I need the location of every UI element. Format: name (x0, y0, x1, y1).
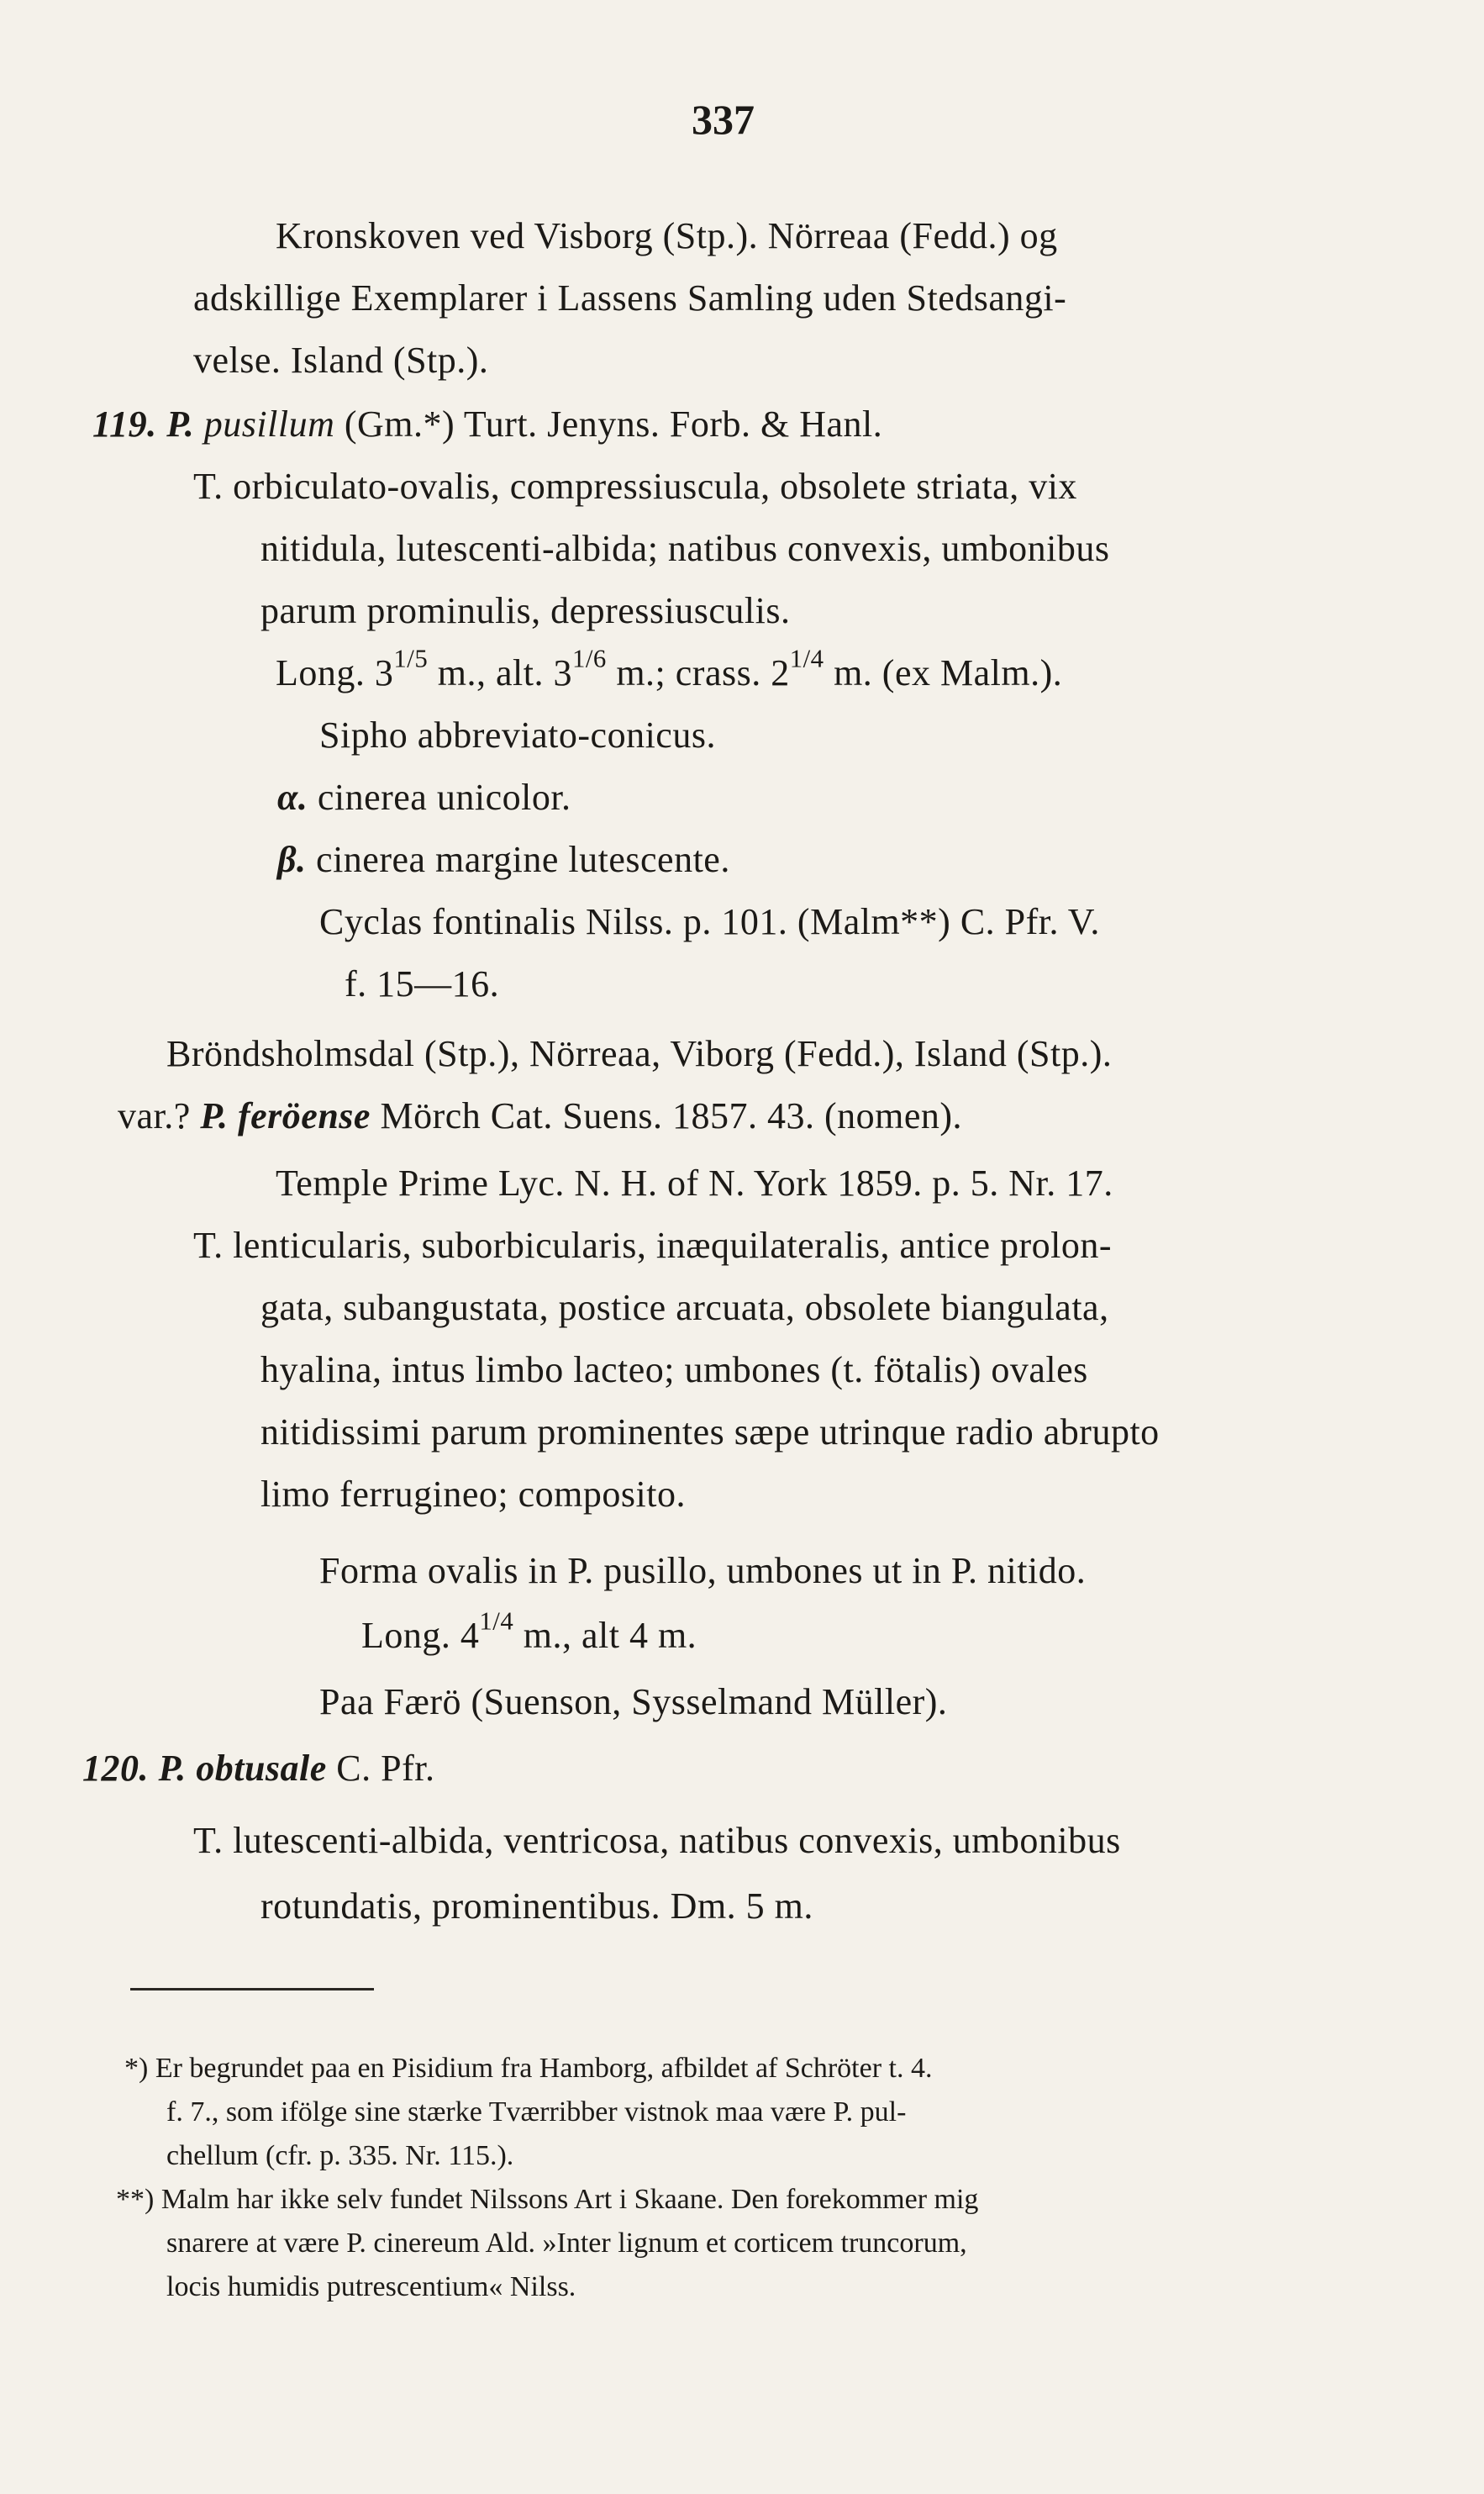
fraction: 1/4 (479, 1606, 514, 1636)
variety-marker: var.? (118, 1095, 191, 1136)
text-line: rotundatis, prominentibus. Dm. 5 m. (260, 1885, 813, 1927)
text-line: Temple Prime Lyc. N. H. of N. York 1859. p. 5. Nr. 17. (276, 1163, 1113, 1204)
fraction: 1/6 (571, 644, 607, 673)
text-line: hyalina, intus limbo lacteo; umbones (t. fötalis) ovales (260, 1349, 1088, 1390)
text-line: Cyclas fontinalis Nilss. p. 101. (Malm**) C. Pfr. V. (319, 901, 1100, 942)
page-number: 337 (692, 96, 755, 143)
text-line: Paa Færö (Suenson, Sysselmand Müller). (319, 1681, 948, 1722)
species-heading (82, 1745, 435, 1792)
footnote-2-cont: snarere at være P. cinereum Ald. »Inter lignum et corticem truncorum, (166, 2228, 967, 2259)
greek-label: β. (277, 839, 307, 880)
text-line: Bröndsholmsdal (Stp.), Nörreaa, Viborg (Fedd.), Island (Stp.). (166, 1033, 1113, 1074)
text-line: parum prominulis, depressiusculis. (260, 590, 791, 631)
footnote-text: Er begrundet paa en Pisidium fra Hamborg, afbildet af Schröter t. 4. (155, 2053, 933, 2084)
variety-name: P. feröense (200, 1095, 371, 1136)
footnote-marker: **) (116, 2184, 155, 2215)
text-line: T. orbiculato-ovalis, compressiuscula, obsolete striata, vix (193, 466, 1077, 507)
measurement-line (361, 1606, 697, 1659)
text-line: gata, subangustata, postice arcuata, obsolete biangulata, (260, 1287, 1109, 1328)
text-span: m.; crass. 2 (606, 652, 790, 693)
species-heading (92, 401, 882, 448)
text-line: nitidula, lutescenti-albida; natibus convexis, umbonibus (260, 528, 1110, 569)
text-span: cinerea margine lutescente. (316, 839, 730, 880)
text-line: velse. Island (Stp.). (193, 340, 489, 381)
text-span: m., alt. 3 (428, 652, 572, 693)
footnote-text: Malm har ikke selv fundet Nilssons Art i Skaane. Den forekommer mig (161, 2184, 979, 2215)
text-span: Long. 3 (276, 652, 394, 693)
text-line: T. lenticularis, suborbicularis, inæquilateralis, antice prolon- (193, 1225, 1113, 1266)
variety-line (277, 774, 571, 821)
species-authority: C. Pfr. (336, 1748, 435, 1789)
fraction: 1/5 (393, 644, 429, 673)
text-line: adskillige Exemplarer i Lassens Samling uden Stedsangi- (193, 277, 1067, 319)
footnote-1-cont: chellum (cfr. p. 335. Nr. 115.). (166, 2140, 514, 2171)
measurement-line (276, 644, 1063, 697)
greek-label: α. (277, 777, 308, 818)
footnote-1 (124, 2051, 933, 2086)
text-span: m., alt 4 m. (513, 1615, 697, 1656)
species-name: pusillum (203, 403, 335, 445)
footnote-1-cont: f. 7., som ifölge sine stærke Tværribber vistnok maa være P. pul- (166, 2096, 907, 2128)
species-name: obtusale (196, 1748, 327, 1789)
text-line: nitidissimi parum prominentes sæpe utrinque radio abrupto (260, 1411, 1160, 1453)
variety-heading (118, 1093, 962, 1140)
text-line: limo ferrugineo; composito. (260, 1474, 686, 1515)
footnote-marker: *) (124, 2053, 149, 2084)
fraction: 1/4 (789, 644, 824, 673)
text-span: m. (ex Malm.). (824, 652, 1063, 693)
footnote-divider (130, 1988, 374, 1990)
text-span: Long. 4 (361, 1615, 480, 1656)
text-line: f. 15—16. (345, 963, 500, 1004)
text-line: Sipho abbreviato-conicus. (319, 714, 716, 756)
text-span: Mörch Cat. Suens. 1857. 43. (nomen). (380, 1095, 963, 1136)
variety-line (277, 836, 730, 883)
genus-abbrev: P. (166, 403, 195, 445)
species-number: 120. (82, 1748, 149, 1789)
species-authority: (Gm.*) Turt. Jenyns. Forb. & Hanl. (344, 403, 883, 445)
species-number: 119. (92, 403, 157, 445)
footnote-2-cont: locis humidis putrescentium« Nilss. (166, 2271, 576, 2302)
text-line: Forma ovalis in P. pusillo, umbones ut in P. nitido. (319, 1550, 1087, 1591)
text-line: Kronskoven ved Visborg (Stp.). Nörreaa (Fedd.) og (276, 215, 1058, 256)
text-span: cinerea unicolor. (317, 777, 571, 818)
genus-abbrev: P. (158, 1748, 187, 1789)
text-line: T. lutescenti-albida, ventricosa, natibus convexis, umbonibus (193, 1820, 1121, 1861)
footnote-2 (116, 2182, 978, 2217)
